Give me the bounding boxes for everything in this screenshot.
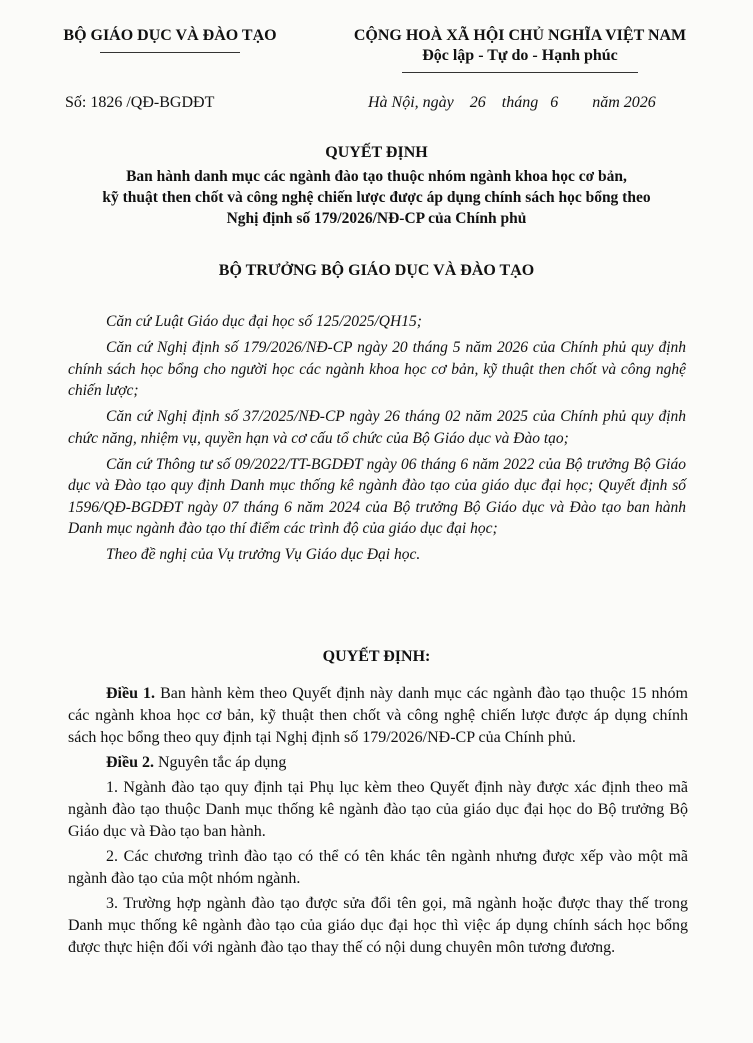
article-2-item: 3. Trường hợp ngành đào tạo được sửa đổi tên gọi, mã ngành hoặc được thay thế trong Danh mục thống kê ngành đào tạo của giáo dục đại học thì việc áp dụng chính sách học bổng được thực hiện đối với ngành đào tạo thay thế có nội dung chuyên môn tương đương. [68,895,688,956]
ministry-header [40,26,300,53]
article-1 [68,683,688,749]
subtitle-line: kỹ thuật then chốt và công nghệ chiến lược được áp dụng chính sách học bổng theo [102,189,651,206]
decision-title: QUYẾT ĐỊNH [325,144,428,161]
article-2-label: Điều 2. [106,754,154,771]
place-date [368,94,656,112]
article-2-item: 1. Ngành đào tạo quy định tại Phụ lục kèm theo Quyết định này được xác định theo mã ngành đào tạo thuộc Danh mục thống kê ngành đào tạo của giáo dục đại học do Bộ trưởng Bộ Giáo dục và Đào tạo ban hành. [68,779,688,840]
decision-subtitle [40,166,713,229]
legal-basis: Căn cứ Thông tư số 09/2022/TT-BGDĐT ngày 06 tháng 6 năm 2022 của Bộ trưởng Bộ Giáo dục và Đào tạo quy định Danh mục thống kê ngành đào tạo của giáo dục đại học; Quyết định số 1596/QĐ-BGDĐT ngày 07 tháng 6 năm 2024 của Bộ trưởng Bộ Giáo dục và Đào tạo ban hành Danh mục ngành đào tạo thí điểm các trình độ của giáo dục đại học; [68,455,686,537]
document-number: Số: 1826 /QĐ-BGDĐT [65,94,215,111]
article-1-text: Ban hành kèm theo Quyết định này danh mục các ngành đào tạo thuộc 15 nhóm các ngành khoa học cơ bản, kỹ thuật then chốt và công nghệ chiến lược được áp dụng chính sách học bổng theo quy định tại Nghị định số 179/2026/NĐ-CP của Chính phủ. [68,685,689,746]
date-prefix: Hà Nội, ngày [368,94,454,111]
article-2-text: Nguyên tắc áp dụng [154,754,287,771]
article-2-item: 2. Các chương trình đào tạo có thể có tên khác tên ngành nhưng được xếp vào một mã ngành đào tạo của một nhóm ngành. [68,848,688,887]
ministry-underline [100,52,240,53]
legal-bases [68,311,686,570]
subtitle-line: Nghị định số 179/2026/NĐ-CP của Chính phủ [226,210,527,227]
legal-basis: Căn cứ Nghị định số 37/2025/NĐ-CP ngày 26 tháng 02 năm 2025 của Chính phủ quy định chức năng, nhiệm vụ, quyền hạn và cơ cấu tổ chức của Bộ Giáo dục và Đào tạo; [68,408,686,447]
national-motto: Độc lập - Tự do - Hạnh phúc [422,47,618,64]
motto-underline [402,72,638,73]
legal-basis: Theo đề nghị của Vụ trưởng Vụ Giáo dục Đại học. [106,546,421,563]
nation-name: CỘNG HOÀ XÃ HỘI CHỦ NGHĨA VIỆT NAM [353,27,687,44]
article-2 [68,752,688,774]
decides-heading: QUYẾT ĐỊNH: [322,648,431,665]
ministry-name: BỘ GIÁO DỤC VÀ ĐÀO TẠO [63,27,277,44]
legal-basis: Căn cứ Luật Giáo dục đại học số 125/2025/QH15; [106,313,422,330]
legal-basis: Căn cứ Nghị định số 179/2026/NĐ-CP ngày 20 tháng 5 năm 2026 của Chính phủ quy định chính sách học bổng cho người học các ngành khoa học cơ bản, kỹ thuật then chốt và công nghệ chiến lược; [68,339,686,399]
subtitle-line: Ban hành danh mục các ngành đào tạo thuộc nhóm ngành khoa học cơ bản, [126,168,627,185]
articles [68,683,688,962]
date-day: 26 [469,94,486,111]
issuing-authority: BỘ TRƯỞNG BỘ GIÁO DỤC VÀ ĐÀO TẠO [218,262,535,279]
date-year: năm 2026 [592,94,656,111]
date-month: 6 [550,94,559,111]
national-header [320,26,720,73]
article-1-label: Điều 1. [106,685,156,702]
date-month-word: tháng [501,94,539,111]
